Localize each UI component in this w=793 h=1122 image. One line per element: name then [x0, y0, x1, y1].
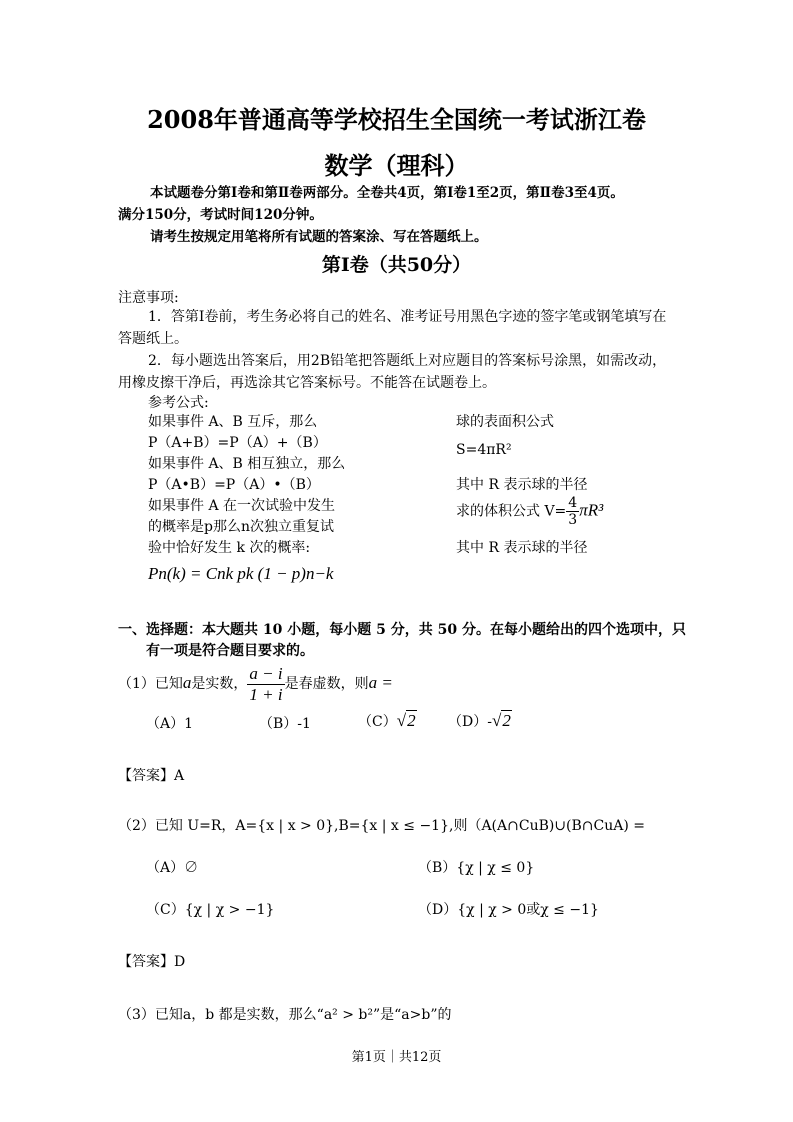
volume-fraction: [566, 495, 579, 528]
q1-option-c-label: （C）: [358, 714, 397, 730]
sphere-volume-formula: [456, 495, 603, 528]
question-3-stem: （3）已知a，b 都是实数，那么“a² > b²”是“a>b”的: [118, 1007, 452, 1023]
sqrt-symbol: √2: [396, 711, 416, 730]
formula-left-7: 验中恰好发生 k 次的概率:: [148, 540, 311, 556]
formula-left-4: P（A•B）=P（A）•（B）: [148, 477, 320, 493]
page-footer: 第1页｜共12页: [351, 1050, 442, 1065]
intro-line-3: 请考生按规定用笔将所有试题的答案涂、写在答题纸上。: [150, 229, 488, 245]
q1-mid: 是实数，: [191, 676, 248, 693]
binomial-formula: Pn(k) = Cnk pk (1 − p)n−k: [148, 564, 334, 583]
q1-option-d-label: （D）-: [448, 714, 492, 730]
q2-option-b: （B）{χ | χ ≤ 0}: [418, 860, 535, 876]
q1-option-a: （A）1: [146, 716, 194, 732]
notes-title: 注意事项:: [118, 290, 179, 306]
sqrt-symbol: √2: [491, 711, 511, 730]
note-1-line-a: 1．答第Ⅰ卷前，考生务必将自己的姓名、准考证号用黑色字迹的签字笔或钢笔填写在: [148, 309, 667, 325]
sphere-area-label: 球的表面积公式: [456, 414, 554, 430]
formula-left-3: 如果事件 A、B 相互独立，那么: [148, 456, 346, 472]
question-2-stem: （2）已知 U=R，A={x | x > 0},B={x | x ≤ −1},则（A(A∩CuB)∪(B∩CuA) =: [118, 818, 646, 834]
q1-option-b: （B）-1: [259, 716, 311, 732]
intro-line-2: 满分150分，考试时间120分钟。: [118, 207, 323, 223]
volume-numerator: 4: [568, 495, 578, 511]
question-1-stem: [118, 664, 393, 704]
formula-left-6: 的概率是p那么n次独立重复试: [148, 519, 334, 535]
document-subtitle: 数学（理科）: [324, 151, 469, 180]
q1-answer: 【答案】A: [118, 768, 185, 784]
q1-option-c-radicand: 2: [407, 711, 416, 730]
q2-answer: 【答案】D: [118, 954, 186, 970]
q1-end: a =: [368, 673, 393, 693]
q2-option-a: （A）∅: [146, 860, 199, 876]
sphere-area-formula: S=4πR²: [456, 442, 512, 458]
formulas-title: 参考公式:: [148, 395, 209, 411]
q1-prefix: （1）已知: [118, 676, 183, 693]
q1-numerator: a − i: [249, 664, 283, 683]
q1-suffix: 是春虚数，则: [284, 676, 369, 693]
document-title: 2008年普通高等学校招生全国统一考试浙江卷: [147, 105, 646, 134]
formula-left-2: P（A+B）=P（A）+（B）: [148, 435, 327, 451]
part1-heading-b: 有一项是符合题目要求的。: [146, 643, 314, 659]
note-2-line-b: 用橡皮擦干净后，再选涂其它答案标号。不能答在试题卷上。: [118, 375, 496, 391]
q1-denominator: 1 + i: [249, 684, 283, 704]
q2-option-c: （C）{χ | χ > −1}: [146, 902, 275, 918]
volume-denominator: 3: [568, 512, 578, 529]
note-1-line-b: 答题纸上。: [118, 331, 188, 347]
formula-left-1: 如果事件 A、B 互斥，那么: [148, 414, 318, 430]
note-2-line-a: 2．每小题选出答案后，用2B铅笔把答题纸上对应题目的答案标号涂黑，如需改动，: [148, 353, 667, 369]
radius-note-2: 其中 R 表示球的半径: [456, 540, 588, 556]
part1-heading-a: 一、选择题：本大题共 10 小题，每小题 5 分，共 50 分。在每小题给出的四个选项中，只: [118, 622, 686, 638]
volume-label: 求的体积公式 V=: [456, 503, 567, 520]
intro-line-1: 本试题卷分第Ⅰ卷和第Ⅱ卷两部分。全卷共4页，第Ⅰ卷1至2页，第Ⅱ卷3至4页。: [150, 185, 624, 201]
formula-left-5: 如果事件 A 在一次试验中发生: [148, 498, 336, 514]
q1-option-c: [358, 711, 417, 731]
q1-option-d-radicand: 2: [502, 711, 511, 730]
q1-option-d: [448, 711, 512, 731]
q1-var: a: [182, 673, 192, 693]
q1-fraction: [247, 664, 284, 704]
volume-tail: πR³: [579, 500, 604, 520]
radius-note-1: 其中 R 表示球的半径: [456, 477, 588, 493]
q2-option-d: （D）{χ | χ > 0或χ ≤ −1}: [418, 902, 599, 918]
section-heading: 第Ⅰ卷（共50分）: [321, 254, 472, 276]
